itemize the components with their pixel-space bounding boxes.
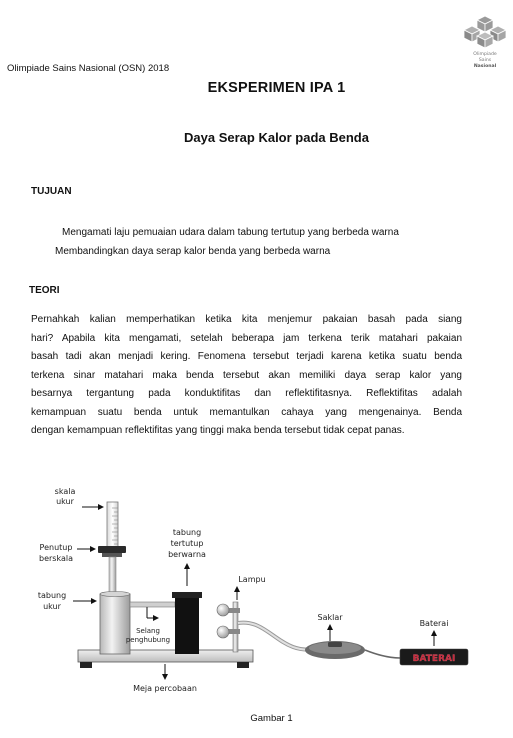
label-lampu: Lampu bbox=[238, 575, 266, 584]
label-tabung-tertutup-3: berwarna bbox=[168, 550, 206, 559]
logo-text-line-2: Sains bbox=[478, 58, 492, 63]
saklar bbox=[305, 641, 365, 659]
teori-line: basah tadi akan menjadi kering. Fenomena tersebut terjadi karena ketika suatu benda bbox=[31, 351, 462, 362]
tabung-ukur bbox=[100, 592, 130, 655]
osn-logo bbox=[464, 14, 506, 72]
label-selang-1: Selang bbox=[136, 627, 160, 635]
label-meja: Meja percobaan bbox=[133, 684, 197, 693]
label-skala-ukur-2: ukur bbox=[56, 497, 74, 506]
tujuan-item: Mengamati laju pemuaian udara dalam tabung tertutup yang berbeda warna bbox=[62, 227, 399, 238]
tujuan-item: Membandingkan daya serap kalor benda yang berbeda warna bbox=[55, 246, 331, 257]
teori-line: Pernahkah kalian memperhatikan ketika kita menjemur pakaian basah pada siang bbox=[31, 314, 462, 325]
label-tabung-tertutup-2: tertutup bbox=[170, 539, 204, 548]
page-subtitle: Daya Serap Kalor pada Benda bbox=[184, 130, 369, 145]
label-skala-ukur-1: skala bbox=[54, 487, 76, 496]
label-tabung-ukur-2: ukur bbox=[43, 602, 61, 611]
baterai bbox=[400, 649, 468, 665]
header-note: Olimpiade Sains Nasional (OSN) 2018 bbox=[7, 63, 170, 74]
label-baterai: Baterai bbox=[419, 619, 449, 628]
label-saklar: Saklar bbox=[317, 613, 343, 622]
label-selang-2: penghubung bbox=[125, 636, 171, 644]
teori-paragraph bbox=[31, 311, 462, 441]
teori-line: besarnya tergantung pada konduktifitas dan reflektifitasnya. Reflektifitas adalah bbox=[31, 388, 462, 399]
logo-text-line-1: Olimpiade bbox=[473, 52, 497, 57]
selang-penghubung bbox=[130, 602, 175, 607]
penutup-berskala bbox=[98, 546, 126, 557]
label-tabung-ukur-1: tabung bbox=[37, 591, 67, 600]
page-title: EKSPERIMEN IPA 1 bbox=[207, 80, 346, 96]
section-heading-tujuan: TUJUAN bbox=[31, 186, 72, 197]
tabung-tertutup-berwarna bbox=[172, 592, 202, 654]
lampu bbox=[217, 602, 240, 652]
experiment-figure bbox=[30, 478, 480, 704]
label-tabung-tertutup-1: tabung bbox=[172, 528, 202, 537]
teori-line: dengan kemampuan reflektifitas yang tinggi maka benda tersebut tidak cepat panas. bbox=[31, 425, 405, 436]
figure-caption: Gambar 1 bbox=[250, 713, 293, 724]
teori-line: hari? Apabila kita mengamati, setelah beberapa jam terkena terik matahari pakaian bbox=[31, 332, 462, 344]
teori-line: terkena sinar matahari maka benda tersebut akan memiliki daya serap kalor yang bbox=[31, 369, 462, 381]
section-heading-teori: TEORI bbox=[29, 285, 60, 296]
label-penutup-2: berskala bbox=[39, 554, 73, 563]
battery-print-text: BATERAI bbox=[412, 654, 456, 664]
skala-ukur-tube bbox=[107, 502, 118, 552]
logo-text-line-3: Nasional bbox=[473, 64, 497, 69]
teori-line: kemampuan suatu benda untuk memantulkan cahaya yang mengenainya. Benda bbox=[31, 406, 462, 418]
label-penutup-1: Penutup bbox=[39, 543, 73, 552]
